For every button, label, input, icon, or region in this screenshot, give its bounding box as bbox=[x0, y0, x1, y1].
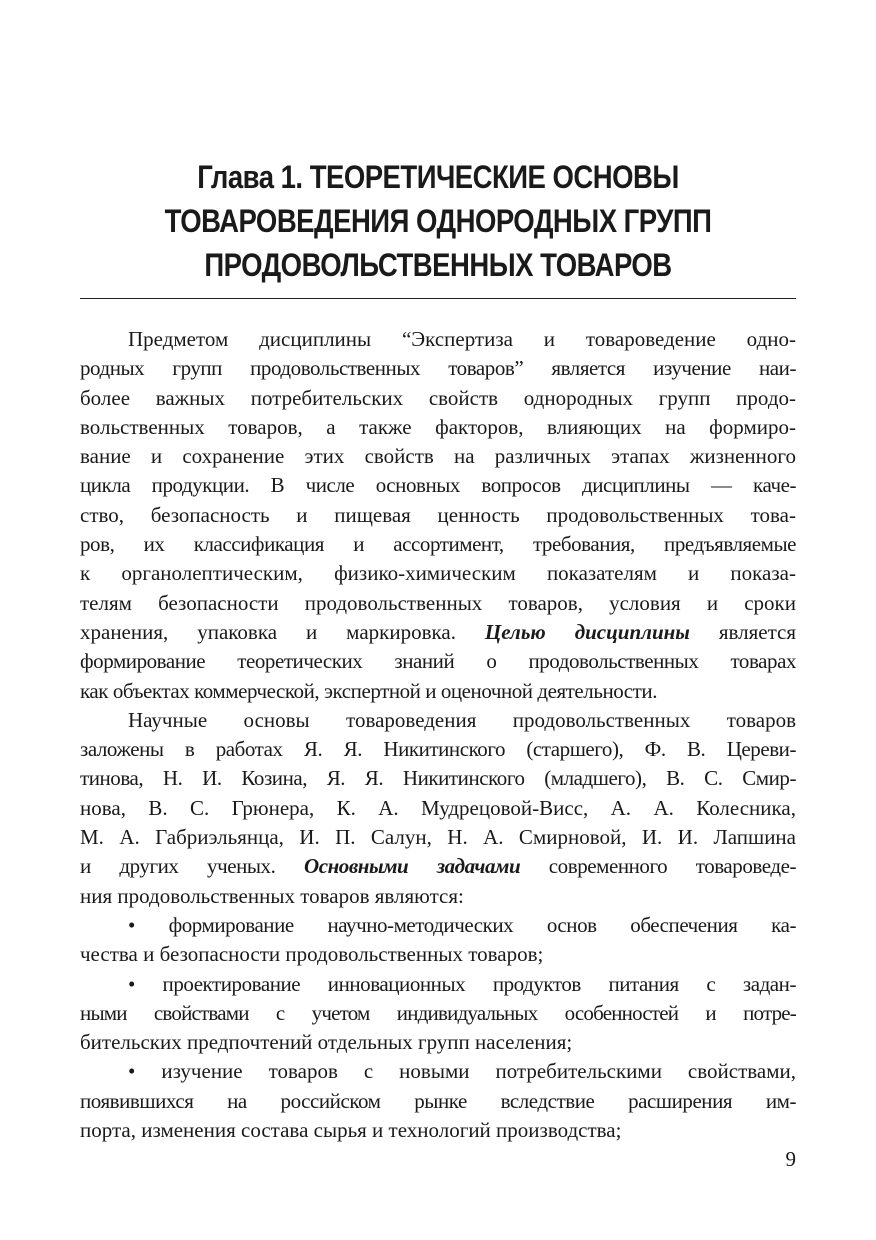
chapter-title bbox=[130, 155, 746, 287]
text-line: чества и безопасности продовольственных товаров; bbox=[80, 942, 544, 967]
emphasis-goal: Целью дисциплины bbox=[484, 619, 690, 644]
text-line: порта, изменения состава сырья и технологий производства; bbox=[80, 1118, 622, 1143]
text-line: ство, безопасность и пищевая ценность продовольственных това- bbox=[80, 502, 796, 527]
text-line: как объектах коммерческой, экспертной и оценочной деятельности. bbox=[80, 678, 657, 703]
text-line: Предметом дисциплины “Экспертиза и товароведение одно- bbox=[128, 327, 796, 351]
text-fragment: и других ученых. bbox=[80, 854, 304, 879]
text-line: тинова, Н. И. Козина, Я. Я. Никитинского (младшего), В. С. Смир- bbox=[80, 766, 796, 791]
text-line: родных групп продовольственных товаров” является изучение наи- bbox=[80, 356, 796, 381]
text-line: цикла продукции. В числе основных вопросов дисциплины — каче- bbox=[80, 473, 796, 498]
chapter-title-line-2: ТОВАРОВЕДЕНИЯ ОДНОРОДНЫХ ГРУПП bbox=[164, 203, 712, 239]
text-line: вольственных товаров, а также факторов, влияющих на формиро- bbox=[80, 414, 796, 439]
text-line: ния продовольственных товаров являются: bbox=[80, 883, 464, 908]
title-divider bbox=[80, 298, 796, 299]
text-line: бительских предпочтений отдельных групп населения; bbox=[80, 1030, 573, 1055]
text-line: ров, их классификация и ассортимент, требования, предъявляемые bbox=[80, 532, 796, 557]
text-line: телям безопасности продовольственных товаров, условия и сроки bbox=[80, 590, 796, 615]
bullet-item: • изучение товаров с новыми потребительскими свойствами, bbox=[128, 1059, 796, 1084]
text-line: заложены в работах Я. Я. Никитинского (старшего), Ф. В. Цереви- bbox=[80, 737, 796, 762]
text-fragment: является bbox=[689, 619, 796, 644]
text-line: вание и сохранение этих свойств на различных этапах жизненного bbox=[80, 444, 796, 469]
text-fragment: хранения, упаковка и маркировка. bbox=[80, 619, 485, 644]
emphasis-tasks: Основными задачами bbox=[304, 854, 521, 879]
text-line: появившихся на российском рынке вследствие расширения им- bbox=[80, 1088, 796, 1113]
text-fragment: современного товароведе- bbox=[520, 854, 796, 879]
page-number: 9 bbox=[785, 1147, 796, 1171]
text-line: ными свойствами с учетом индивидуальных особенностей и потре- bbox=[80, 1000, 796, 1025]
text-line: более важных потребительских свойств однородных групп продо- bbox=[80, 385, 796, 410]
bullet-item: • формирование научно-методических основ обеспечения ка- bbox=[128, 912, 796, 937]
chapter-title-line-1: Глава 1. ТЕОРЕТИЧЕСКИЕ ОСНОВЫ bbox=[197, 159, 679, 195]
text-line: М. А. Габриэльянца, И. П. Салун, Н. А. Смирновой, И. И. Лапшина bbox=[80, 825, 796, 850]
text-line: к органолептическим, физико-химическим показателям и показа- bbox=[80, 561, 796, 586]
chapter-title-line-3: ПРОДОВОЛЬСТВЕННЫХ ТОВАРОВ bbox=[204, 247, 672, 283]
text-line bbox=[80, 852, 796, 881]
text-line: формирование теоретических знаний о продовольственных товарах bbox=[80, 649, 796, 674]
text-line: нова, В. С. Грюнера, К. А. Мудрецовой-Висс, А. А. Колесника, bbox=[80, 795, 796, 820]
body-text bbox=[80, 325, 796, 1145]
text-line: Научные основы товароведения продовольственных товаров bbox=[128, 707, 796, 732]
text-line bbox=[80, 618, 796, 647]
bullet-item: • проектирование инновационных продуктов питания с задан- bbox=[128, 971, 796, 996]
